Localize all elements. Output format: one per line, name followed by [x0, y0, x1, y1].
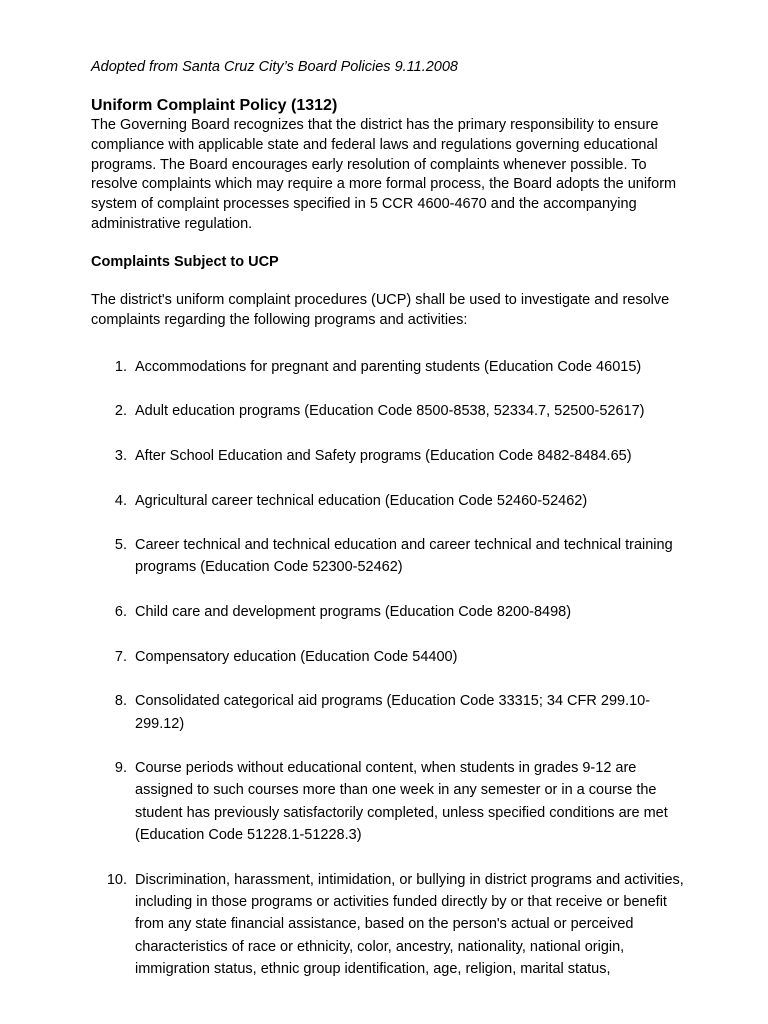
- list-item-number: 8.: [114, 693, 127, 710]
- list-item-text: After School Education and Safety programs (Education Code 8482-8484.65): [135, 447, 632, 464]
- list-item: [91, 356, 691, 378]
- list-item: [91, 869, 691, 980]
- document-page: [91, 58, 691, 1002]
- list-item-text: Compensatory education (Education Code 54400): [135, 648, 458, 665]
- list-item: [91, 490, 691, 512]
- list-item: [91, 445, 691, 467]
- section-heading: Complaints Subject to UCP: [91, 253, 279, 270]
- list-item-number: 7.: [114, 648, 127, 665]
- list-item-number: 3.: [114, 447, 127, 464]
- list-item: [91, 400, 691, 422]
- list-item-number: 9.: [114, 760, 127, 777]
- list-item: [91, 690, 691, 735]
- list-item-number: 1.: [114, 358, 127, 375]
- list-item-text: Child care and development programs (Education Code 8200-8498): [135, 604, 572, 621]
- list-item-number: 2.: [114, 403, 127, 420]
- list-item: [91, 601, 691, 623]
- list-item-number: 10.: [106, 871, 127, 888]
- list-item-text: Agricultural career technical education (Education Code 52460-52462): [135, 492, 588, 509]
- policy-title: Uniform Complaint Policy (1312): [91, 97, 338, 114]
- adopted-note: Adopted from Santa Cruz City’s Board Policies 9.11.2008: [91, 59, 458, 75]
- list-item: [91, 534, 691, 579]
- list-item: [91, 646, 691, 668]
- section-intro: The district's uniform complaint procedures (UCP) shall be used to investigate and resolve complaints regarding the following programs and activities:: [91, 291, 670, 328]
- list-item: [91, 757, 691, 846]
- list-item-text: Adult education programs (Education Code 8500-8538, 52334.7, 52500-52617): [135, 403, 645, 420]
- policy-body: The Governing Board recognizes that the district has the primary responsibility to ensure compliance with applicable state and federal laws and regulations governing educational programs. The Board encourages early resolution of complaints whenever possible. To resolve complaints which may require a more formal process, the Board adopts the uniform system of complaint processes specified in 5 CCR 4600-4670 and the accompanying administrative regulation.: [91, 117, 677, 232]
- list-item-text: Accommodations for pregnant and parenting students (Education Code 46015): [135, 358, 642, 375]
- list-item-number: 6.: [114, 604, 127, 621]
- program-list: [91, 356, 691, 980]
- list-item-number: 4.: [114, 492, 127, 509]
- list-item-number: 5.: [114, 537, 127, 554]
- list-item-text: Course periods without educational content, when students in grades 9-12 are assigned to such courses more than one week in any semester or in a course the student has previously satisfactorily completed, unless specified conditions are met (Education Code 51228.1-51228.3): [135, 760, 668, 844]
- list-item-text: Discrimination, harassment, intimidation, or bullying in district programs and activities, including in those programs or activities funded directly by or that receive or benefit from any state financial assistance, based on the person's actual or perceived characteristics of race or ethnicity, color, ancestry, nationality, national origin, immigration status, ethnic group identification, age, religion, marital status,: [135, 871, 684, 977]
- list-item-text: Career technical and technical education and career technical and technical training programs (Education Code 52300-52462): [135, 537, 673, 576]
- list-item-text: Consolidated categorical aid programs (Education Code 33315; 34 CFR 299.10-299.12): [135, 693, 651, 732]
